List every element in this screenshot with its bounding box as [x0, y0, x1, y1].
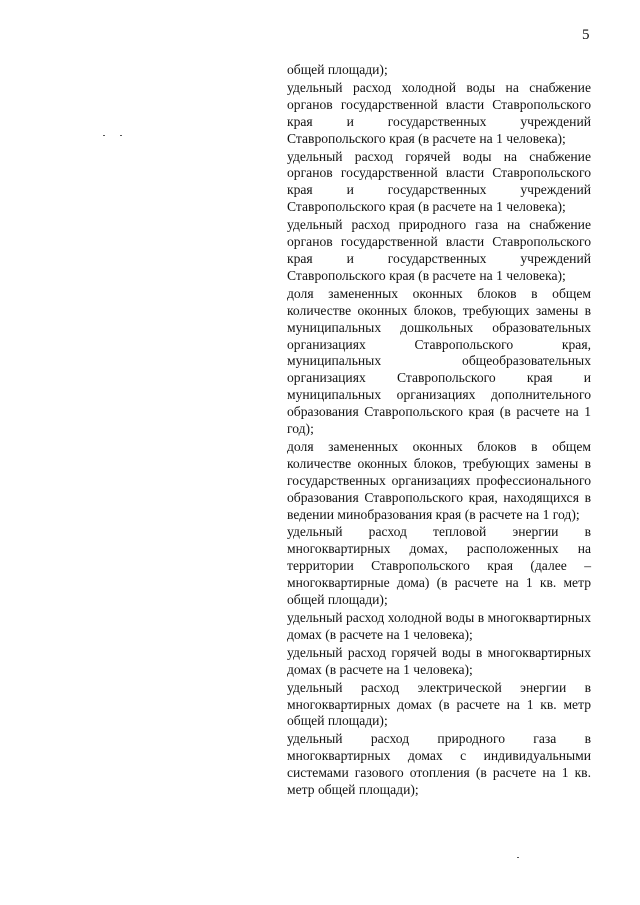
paragraph: удельный расход природного газа на снабжение органов государственной власти Ставропольского края и государственных учреждений Ставропольского края (в расчете на 1 человека); [287, 217, 591, 283]
scan-speck [120, 135, 122, 136]
scan-speck [103, 135, 105, 136]
paragraph: удельный расход горячей воды на снабжение органов государственной власти Ставропольского края и государственных учреждений Ставропольского края (в расчете на 1 человека); [287, 148, 591, 215]
page-number: 5 [582, 27, 590, 43]
paragraph: общей площади); [287, 62, 388, 77]
paragraph: удельный расход природного газа в многоквартирных домах с индивидуальными системами газового отопления (в расчете на 1 кв. метр общей площади); [287, 731, 591, 798]
paragraph: удельный расход электрической энергии в многоквартирных домах (в расчете на 1 кв. метр общей площади); [287, 679, 591, 729]
paragraph: удельный расход холодной воды на снабжение органов государственной власти Ставропольского края и государственных учреждений Ставропольского края (в расчете на 1 человека); [287, 79, 591, 146]
scan-speck [517, 857, 519, 858]
paragraph: доля замененных оконных блоков в общем количестве оконных блоков, требующих замены в государственных организациях профессионального образования Ставропольского края, находящихся в ведении минобразования края (в расчете на 1 год); [287, 438, 591, 522]
document-body [287, 62, 591, 799]
paragraph: удельный расход горячей воды в многоквартирных домах (в расчете на 1 человека); [287, 644, 591, 677]
paragraph: удельный расход тепловой энергии в многоквартирных домах, расположенных на территории Ставропольского края (далее – многоквартирные дома) (в расчете на 1 кв. метр общей площади); [287, 524, 591, 608]
paragraph: удельный расход холодной воды в многоквартирных домах (в расчете на 1 человека); [287, 610, 591, 642]
paragraph: доля замененных оконных блоков в общем количестве оконных блоков, требующих замены в муниципальных дошкольных образовательных организациях Ставропольского края, муниципальных общеобразовательных организациях Ставропольского края и муниципальных организациях дополнительного образования Ставропольского края (в расчете на 1 год); [287, 285, 591, 437]
